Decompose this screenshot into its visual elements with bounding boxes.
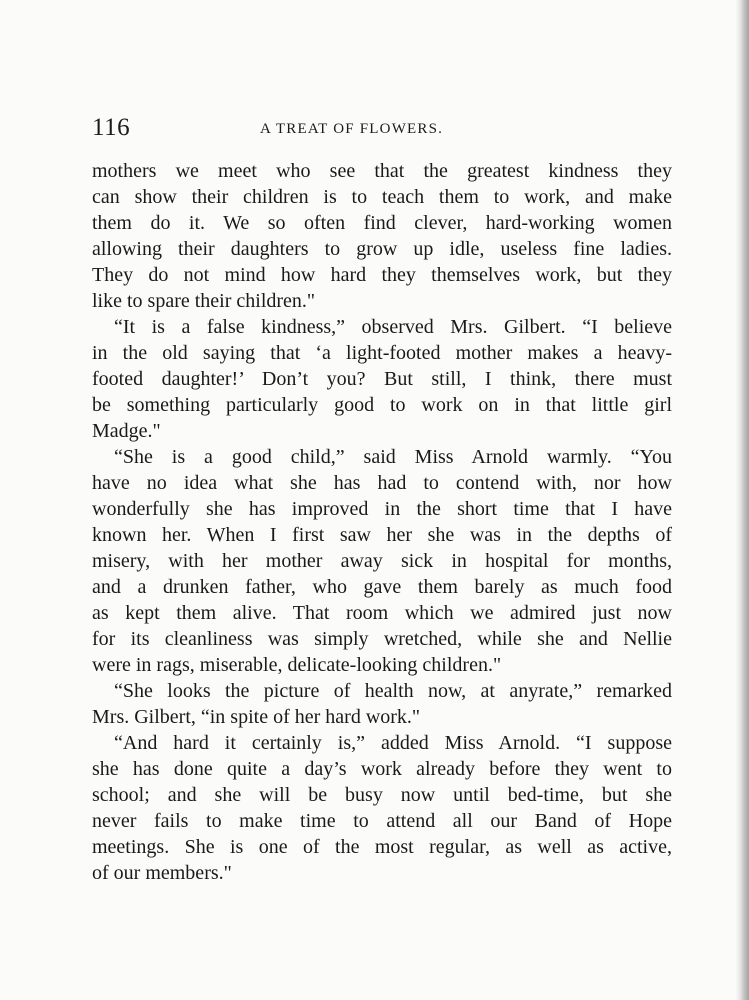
running-title: A TREAT OF FLOWERS. [260, 121, 444, 137]
text-line: be something particularly good to work on in that little girl [92, 394, 672, 416]
text-line: allowing their daughters to grow up idle, useless fine ladies. [92, 238, 672, 260]
text-line: and a drunken father, who gave them barely as much food [92, 576, 672, 598]
text-line: known her. When I first saw her she was in the depths of [92, 524, 672, 546]
text-line: she has done quite a day’s work already before they went to [92, 758, 672, 780]
text-line: “She is a good child,” said Miss Arnold warmly. “You [114, 446, 672, 468]
binding-edge [735, 0, 749, 1000]
text-line: misery, with her mother away sick in hospital for months, [92, 550, 672, 572]
text-line: footed daughter!’ Don’t you? But still, I think, there must [92, 368, 672, 390]
text-line: “She looks the picture of health now, at anyrate,” remarked [114, 680, 672, 702]
text-line: Mrs. Gilbert, “in spite of her hard work." [92, 706, 421, 728]
text-line: wonderfully she has improved in the short time that I have [92, 498, 672, 520]
text-line: never fails to make time to attend all our Band of Hope [92, 810, 672, 832]
text-line: Madge." [92, 420, 161, 442]
text-line: mothers we meet who see that the greatest kindness they [92, 160, 672, 182]
text-line: “And hard it certainly is,” added Miss Arnold. “I suppose [114, 732, 672, 754]
text-line: them do it. We so often find clever, hard-working women [92, 212, 672, 234]
text-line: can show their children is to teach them to work, and make [92, 186, 672, 208]
text-line: in the old saying that ‘a light-footed mother makes a heavy- [92, 342, 672, 364]
text-line: were in rags, miserable, delicate-looking children." [92, 654, 502, 676]
text-line: like to spare their children." [92, 290, 316, 312]
body-text [92, 158, 672, 886]
text-line: for its cleanliness was simply wretched, while she and Nellie [92, 628, 672, 650]
running-head [92, 114, 652, 144]
page-number: 116 [92, 114, 131, 141]
text-line: They do not mind how hard they themselves work, but they [92, 264, 672, 286]
text-line: have no idea what she has had to contend with, nor how [92, 472, 672, 494]
text-line: of our members." [92, 862, 232, 884]
text-line: school; and she will be busy now until bed-time, but she [92, 784, 672, 806]
text-line: “It is a false kindness,” observed Mrs. Gilbert. “I believe [114, 316, 672, 338]
text-line: meetings. She is one of the most regular, as well as active, [92, 836, 672, 858]
text-line: as kept them alive. That room which we admired just now [92, 602, 672, 624]
